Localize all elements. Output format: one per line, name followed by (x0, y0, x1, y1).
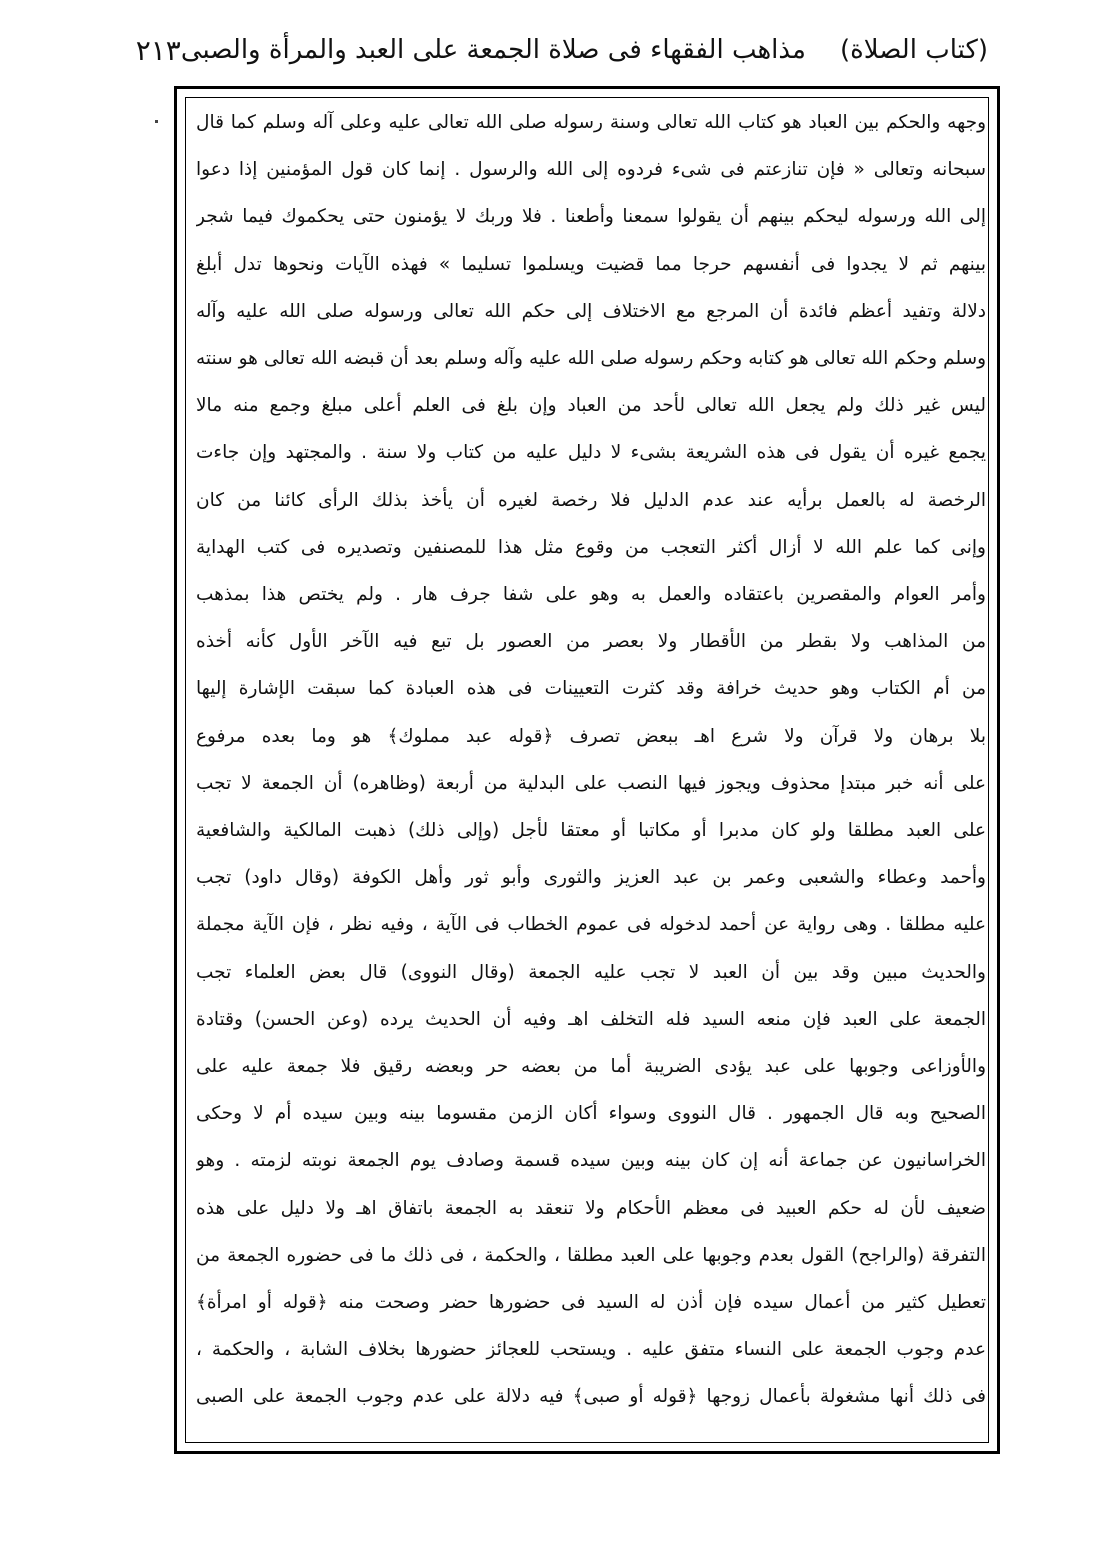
text-line: عدم وجوب الجمعة على النساء متفق عليه . ويستحب للعجائز حضورها بخلاف الشابة ، والحكمة ، (196, 1339, 986, 1361)
page-header (135, 22, 988, 78)
text-line: وجهه والحكم بين العباد هو كتاب الله تعالى وسنة رسوله صلى الله تعالى عليه وعلى آله وسلم كما قال (196, 112, 986, 133)
text-line: فى ذلك أنها مشغولة بأعمال زوجها ﴿قوله أو صبى﴾ فيه دلالة على عدم وجوب الجمعة على الصبى (196, 1386, 986, 1408)
text-line: وأحمد وعطاء والشعبى وعمر بن عبد العزيز والثورى وأبو ثور وأهل الكوفة (وقال داود) تجب (196, 867, 986, 889)
text-line: والأوزاعى وجوبها على عبد يؤدى الضريبة أما من بعضه حر وبعضه رقيق فلا جمعة عليه على (196, 1056, 986, 1077)
text-line: من المذاهب ولا بقطر من الأقطار ولا بعصر من العصور بل تبع فيه الآخر الأول كأنه أخذه (196, 631, 986, 653)
text-line: الصحيح وبه قال الجمهور . قال النووى وسواء أكان الزمن مقسوما بينه وبين سيده أم لا وحكى (196, 1103, 986, 1125)
text-line: الخراسانيون عن جماعة أنه إن كان بينه وبين سيده قسمة وصادف يوم الجمعة نوبته لزمته . وهو (196, 1150, 986, 1172)
page-number: ٢١٣ (135, 33, 181, 67)
text-line: وأمر العوام والمقصرين باعتقاده والعمل به وهو على شفا جرف هار . ولم يختص هذا بمذهب (196, 584, 986, 605)
text-line: والحديث مبين وقد بين أن العبد لا تجب عليه الجمعة (وقال النووى) قال بعض العلماء تجب (196, 961, 986, 983)
text-line: وإنى كما علم الله لا أزال أكثر التعجب من وقوع مثل هذا للمصنفين وتصديره فى كتب الهداية (196, 536, 986, 558)
book-title: (كتاب الصلاة) (839, 35, 988, 65)
text-line: تعطيل كثير من أعمال سيده فإن أذن له السيد فى حضورها حضر وصحت منه ﴿قوله أو امرأة﴾ (196, 1292, 986, 1313)
text-line: دلالة وتفيد أعظم فائدة أن المرجع مع الاختلاف إلى حكم الله تعالى ورسوله صلى الله عليه وآله (196, 300, 986, 322)
text-line: الجمعة على العبد فإن منعه السيد فله التخلف اهـ وفيه أن الحديث يرده (وعن الحسن) وقتادة (196, 1008, 986, 1030)
chapter-title: مذاهب الفقهاء فى صلاة الجمعة على العبد والمرأة والصبى (180, 35, 806, 65)
margin-dot (155, 120, 158, 123)
text-line: ليس غير ذلك ولم يجعل الله تعالى لأحد من العباد وإن بلغ فى العلم أعلى مبلغ وجمع منه مالا (196, 395, 986, 417)
text-line: على أنه خبر مبتدإ محذوف ويجوز فيها النصب على البدلية من أربعة (وظاهره) أن الجمعة لا تجب (196, 772, 986, 794)
text-line: الرخصة له بالعمل برأيه عند عدم الدليل فلا رخصة لغيره أن يأخذ بذلك الرأى كائنا من كان (196, 489, 986, 511)
text-line: بلا برهان ولا قرآن ولا شرع اهـ ببعض تصرف ﴿قوله عبد مملوك﴾ هو وما بعده مرفوع (196, 725, 986, 747)
text-line: التفرقة (والراجح) القول بعدم وجوبها على العبد مطلقا ، والحكمة ، فى ذلك ما فى حضوره الجمعة من (196, 1244, 986, 1266)
text-line: عليه مطلقا . وهى رواية عن أحمد لدخوله فى عموم الخطاب فى الآية ، وفيه نظر ، فإن الآية مجملة (196, 914, 986, 936)
running-title (181, 35, 988, 65)
main-text (196, 104, 986, 1444)
text-line: وسلم وحكم الله تعالى هو كتابه وحكم رسوله صلى الله عليه وآله وسلم بعد أن قبضه الله تعالى هو سنته (196, 348, 986, 369)
text-line: إلى الله ورسوله ليحكم بينهم أن يقولوا سمعنا وأطعنا . فلا وربك لا يؤمنون حتى يحكموك فيما شجر (196, 206, 986, 228)
text-line: من أم الكتاب وهو حديث خرافة وقد كثرت التعيينات فى هذه العبادة كما سبقت الإشارة إليها (196, 678, 986, 700)
text-line: على العبد مطلقا ولو كان مدبرا أو مكاتبا أو معتقا لأجل (وإلى ذلك) ذهبت المالكية والشافعية (196, 820, 986, 841)
text-line: سبحانه وتعالى « فإن تنازعتم فى شىء فردوه إلى الله والرسول . إنما كان قول المؤمنين إذا دعوا (196, 159, 986, 181)
text-line: ضعيف لأن له حكم العبيد فى معظم الأحكام ولا تنعقد به الجمعة باتفاق اهـ ولا دليل على هذه (196, 1197, 986, 1219)
text-line: بينهم ثم لا يجدوا فى أنفسهم حرجا مما قضيت ويسلموا تسليما » فهذه الآيات ونحوها تدل أبلغ (196, 253, 986, 275)
text-line: يجمع غيره أن يقول فى هذه الشريعة بشىء لا دليل عليه من كتاب ولا سنة . والمجتهد وإن جاءت (196, 442, 986, 464)
